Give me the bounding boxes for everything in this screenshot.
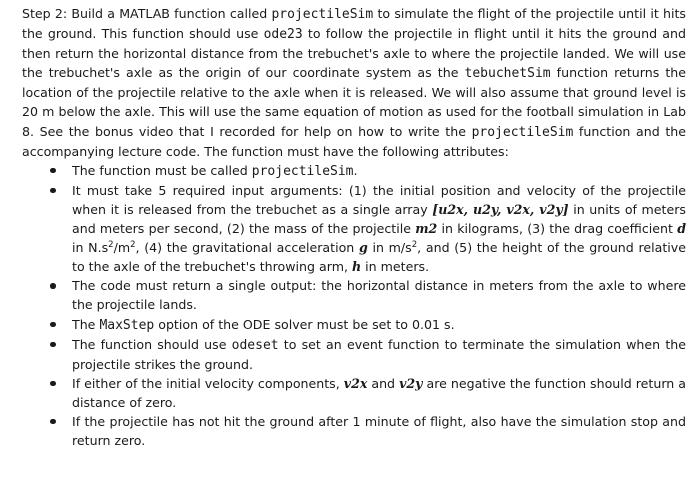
math-drag: d (677, 221, 686, 237)
list-item-output: The code must return a single output: the horizontal distance in meters from the axle to where the projectile lands. (22, 276, 686, 314)
math-gravity: g (358, 240, 368, 256)
list-item-maxstep: The MaxStep option of the ODE solver must be set to 0.01 s. (22, 315, 686, 335)
code-tebuchetsim: tebuchetSim (464, 66, 551, 82)
code-maxstep: MaxStep (99, 317, 155, 333)
code-odeset: odeset (231, 337, 279, 353)
math-initial-state-array (432, 202, 568, 217)
code-projectilesim-2: projectileSim (471, 124, 574, 140)
bullet-icon (50, 342, 56, 348)
code-ode23: ode23 (263, 27, 303, 43)
bullet-icon (50, 381, 56, 387)
math-mass: m2 (415, 221, 438, 237)
list-item-negative-velocity: If either of the initial velocity components, v2x and v2y are negative the function should return a distance of zero. (22, 374, 686, 412)
bullet-icon (50, 188, 56, 194)
list-item-inputs: It must take 5 required input arguments: (1) the initial position and velocity of the projectile when it is released from the trebuchet as a single array [u2x, u2y, v2x, v2y] in units of meters and meters per second, (2) the mass of the projectile m2 in kilograms, (3) the drag coefficient d in $N.s^2/m^2$, (4) the gravitational acceleration g in $m/s^2$, and (5) the height of the ground relative to the axle of the trebuchet's throwing arm, h in meters. (22, 181, 686, 276)
bullet-icon (50, 283, 56, 289)
list-item-odeset: The function should use odeset to set an event function to terminate the simulation when the projectile strikes the ground. (22, 335, 686, 374)
code-projectilesim: projectileSim (271, 7, 374, 22)
bullet-icon (50, 322, 56, 328)
attributes-list (22, 161, 686, 450)
math-velocity-x: v2x (343, 375, 368, 391)
bullet-icon (50, 168, 56, 174)
math-height: h (351, 259, 362, 275)
math-initial-state-text: [u2x, u2y, v2x, v2y] (432, 201, 569, 217)
list-item-timeout: If the projectile has not hit the ground after 1 minute of flight, also have the simulation stop and return zero. (22, 412, 686, 450)
intro-paragraph: Step 2: Build a MATLAB function called projectileSim to simulate the flight of the projectile until it hits the ground. This function should use ode23 to follow the projectile in flight until it hits the ground and then return the horizontal distance from the trebuchet's axle to where the projectile landed. We will use the trebuchet's axle as the origin of our coordinate system as the tebuchetSim function returns the location of the projectile relative to the axle when it is released. We will also assume that ground level is 20 m below the axle. This will use the same equation of motion as used for the football simulation in Lab 8. See the bonus video that I recorded for help on how to write the projectileSim function and the accompanying lecture code. The function must have the following attributes: (22, 6, 686, 159)
code-projectilesim-3: projectileSim (251, 163, 354, 179)
bullet-icon (50, 419, 56, 425)
list-item-function-name: The function must be called projectileSim. (22, 161, 686, 181)
math-velocity-y: v2y (399, 375, 423, 391)
